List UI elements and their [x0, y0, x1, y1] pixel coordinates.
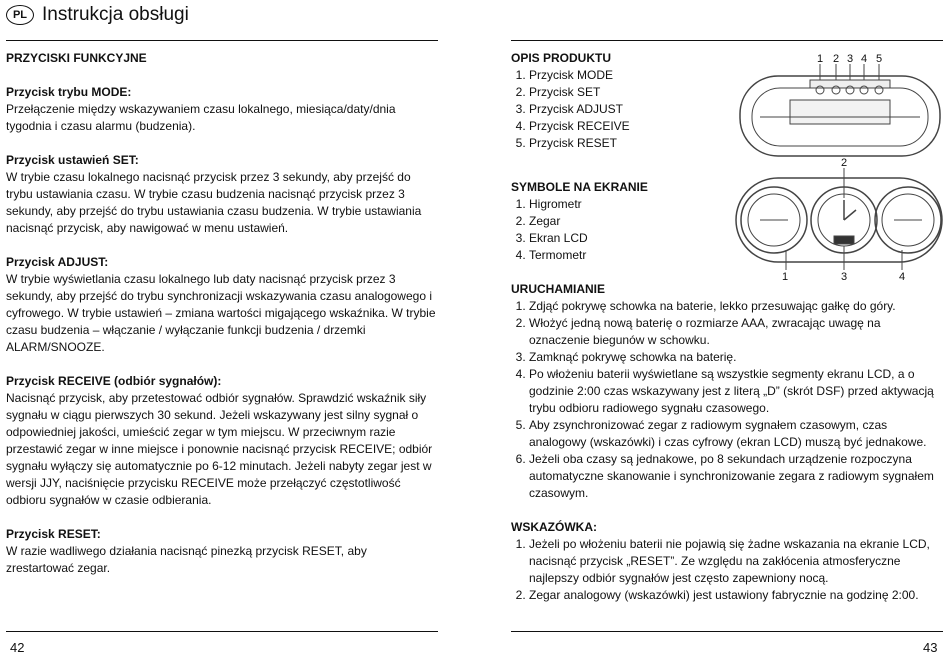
list-item: 3. Zamknąć pokrywę schowka na baterię.: [529, 349, 941, 366]
set-title: Przycisk ustawień SET:: [6, 153, 139, 167]
adjust-text: W trybie wyświetlania czasu lokalnego lub daty nacisnąć przycisk przez 3 sekundy, aby przejść do trybu synchronizacji wskazywania czasu analogowego i cyfrowego. W trybie ustawień – zmiana wartości migającego wskaźnika. W trybie czasu budzenia – włączanie / wyłączanie funkcji budzenia / drzemki ALARM/SNOOZE.: [6, 272, 436, 354]
label-3: 3: [847, 53, 854, 65]
list-item: 5. Aby zsynchronizować zegar z radiowym sygnałem czasowym, czas analogowy (wskazówki) i czas cyfrowy (ekran LCD) muszą być jednakowe.: [529, 417, 941, 451]
list-item: 4. Termometr: [529, 247, 941, 264]
start-list: [511, 298, 941, 502]
list-item: 2. Włożyć jedną nową baterię o rozmiarze AAA, zwracając uwagę na oznaczenie biegunów w schowku.: [529, 315, 941, 349]
left-column: [6, 50, 436, 577]
list-item: 3. Przycisk ADJUST: [529, 101, 941, 118]
mode-text: Przełączenie między wskazywaniem czasu lokalnego, miesiąca/daty/dnia tygodnia i czasu alarmu (budzenia).: [6, 102, 396, 133]
page-header: [6, 3, 189, 27]
label-4: 4: [861, 53, 868, 65]
label-1-bottom: 1: [782, 271, 789, 280]
page-number-right: 43: [923, 640, 938, 655]
list-item: 1. Przycisk MODE: [529, 67, 941, 84]
label-5: 5: [876, 53, 883, 65]
receive-title: Przycisk RECEIVE (odbiór sygnałów):: [6, 374, 222, 388]
product-title: OPIS PRODUKTU: [511, 51, 612, 65]
set-text: W trybie czasu lokalnego nacisnąć przycisk przez 3 sekundy, aby przejść do trybu ustawiania czasu. W trybie czasu budzenia nacisnąć przycisk przez 3 sekundy, aby przejść do trybu ustawiania czasu budzenia. W trybie ustawiania nacisnąć przycisk, aby nawigować w menu ustawień.: [6, 170, 422, 235]
list-item: 4. Po włożeniu baterii wyświetlane są wszystkie segmenty ekranu LCD, a o godzinie 2:00 czas wskazywany jest z literą „D” (skrót DSF) przed aktywacją trybu odbioru radiowego sygnału czasowego.: [529, 366, 941, 417]
reset-title: Przycisk RESET:: [6, 527, 101, 541]
list-item: 5. Przycisk RESET: [529, 135, 941, 152]
list-item: 2. Przycisk SET: [529, 84, 941, 101]
list-item: 3. Ekran LCD: [529, 230, 941, 247]
list-item: 1. Zdjąć pokrywę schowka na baterie, lekko przesuwając gałkę do góry.: [529, 298, 941, 315]
page-number-left: 42: [10, 640, 25, 655]
label-2-bottom: 2: [841, 157, 848, 169]
label-2: 2: [833, 53, 840, 65]
mode-title: Przycisk trybu MODE:: [6, 85, 132, 99]
label-1: 1: [817, 53, 824, 65]
tip-list: [511, 536, 941, 604]
list-item: 1. Jeżeli po włożeniu baterii nie pojawią się żadne wskazania na ekranie LCD, nacisnąć przycisk „RESET”. Ze względu na zakłócenia atmosferyczne najlepszy odbiór sygnałów jest często zapewniony nocą.: [529, 536, 941, 587]
adjust-title: Przycisk ADJUST:: [6, 255, 109, 269]
list-item: 2. Zegar: [529, 213, 941, 230]
label-4-bottom: 4: [899, 271, 906, 280]
receive-text: Nacisnąć przycisk, aby przetestować odbiór sygnałów. Sprawdzić wskaźnik siły sygnału w ciągu pierwszych 30 sekund. Jeżeli wskazywany jest silny sygnał o odpowiedniej jakości, umieścić zegar w tym miejscu. W przeciwnym razie przestawić zegar w inne miejsce i ponownie nacisnąć przycisk RECEIVE; odbiór sygnału wyłączy się automatycznie po 6-12 minutach. Jeżeli nabyty zegar jest w wersji JJY, naciśnięcie przycisku RECEIVE może przełączyć częstotliwość odbioru sygnałów w czasie odbierania.: [6, 391, 433, 507]
right-footer-rule: [511, 631, 943, 632]
list-item: 1. Higrometr: [529, 196, 941, 213]
right-header-rule: [511, 40, 943, 41]
label-3-bottom: 3: [841, 271, 848, 280]
language-badge: PL: [6, 5, 34, 25]
tip-title: WSKAZÓWKA:: [511, 520, 597, 534]
start-title: URUCHAMIANIE: [511, 282, 605, 296]
symbols-title: SYMBOLE NA EKRANIE: [511, 180, 648, 194]
list-item: 6. Jeżeli oba czasy są jednakowe, po 8 sekundach urządzenie rozpoczyna automatyczne skanowanie i synchronizowanie zegara z radiowym sygnałem czasowym.: [529, 451, 941, 502]
reset-text: W razie wadliwego działania nacisnąć pinezką przycisk RESET, aby zrestartować zegar.: [6, 544, 367, 575]
list-item: 2. Zegar analogowy (wskazówki) jest ustawiony fabrycznie na godzinę 2:00.: [529, 587, 941, 604]
product-diagram: [730, 50, 945, 280]
page-title: Instrukcja obsługi: [42, 4, 189, 25]
functions-heading: PRZYCISKI FUNKCYJNE: [6, 51, 147, 65]
left-header-rule: [6, 40, 438, 41]
list-item: 4. Przycisk RECEIVE: [529, 118, 941, 135]
left-footer-rule: [6, 631, 438, 632]
